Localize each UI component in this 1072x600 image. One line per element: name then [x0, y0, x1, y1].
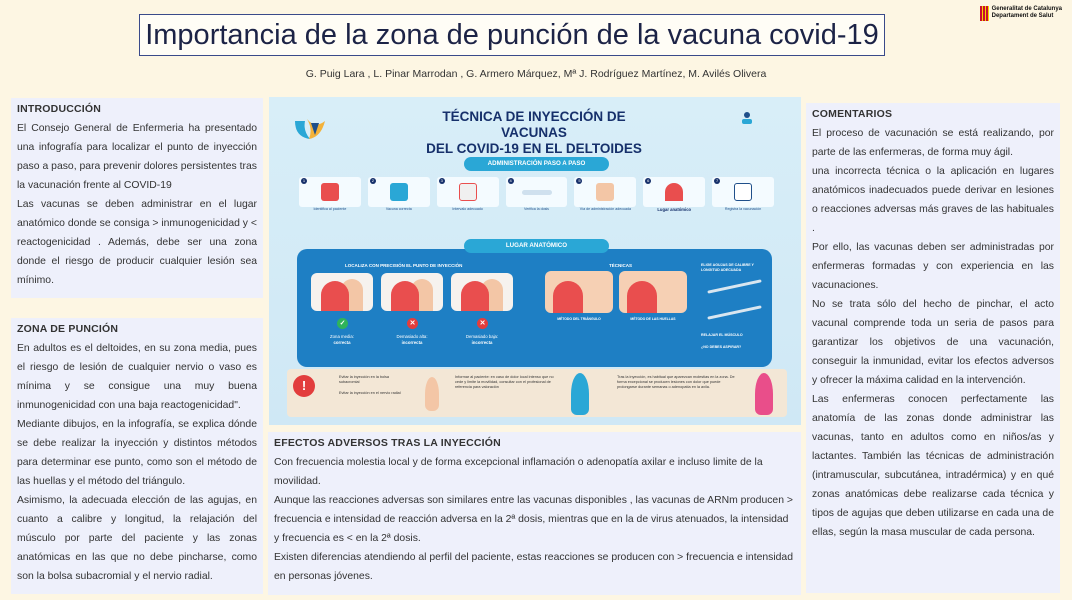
zone-label: Demasiado baja: incorrecta [465, 334, 499, 345]
evitar-bolsa: Evitar la inyección en la bolsa subacromial [339, 375, 390, 384]
syringe-icon [522, 190, 552, 195]
needle-icon [707, 279, 761, 293]
logo-line2: Departament de Salut [991, 13, 1054, 19]
needle-icon [707, 305, 761, 319]
senyera-icon [980, 6, 989, 21]
zona-paragraph: En adultos es el deltoides, en su zona media, pues el riesgo de lesión de cualquier nervio o vaso es mínima y se consigue una muy buena inmunogenicidad con una baja reactogenicidad". [17, 343, 257, 411]
patient-figure-icon [571, 373, 589, 415]
step-label: Identifica al paciente [313, 207, 347, 211]
triangle-method-illustration [545, 271, 613, 313]
step-card: 6 [643, 177, 705, 207]
infografia-title [409, 109, 659, 157]
aguja-title: ELIGE AGUJAS DE CALIBRE Y LONGITUD ADECUADA [701, 263, 754, 272]
fev-logo-icon [293, 117, 327, 141]
arms-icon [596, 183, 614, 201]
zona-puncion-panel [11, 318, 263, 594]
shoulder-anatomy-icon [425, 377, 439, 411]
no-aspirar: ¿NO DEBES ASPIRAR? [701, 345, 742, 349]
generalitat-logo [980, 6, 1062, 21]
step-card: 4 [506, 177, 568, 207]
infografia-title-line2: DEL COVID-19 EN EL DELTOIDES [426, 141, 642, 156]
introduccion-panel [11, 98, 263, 298]
lugar-anatomico-banner: LUGAR ANATÓMICO [464, 239, 609, 253]
zona-heading: ZONA DE PUNCIÓN [17, 323, 119, 335]
cross-icon: ✕ [477, 318, 488, 329]
warning-icon: ! [293, 375, 315, 397]
calendar-icon [459, 183, 477, 201]
comentarios-paragraph: Por ello, las vacunas deben ser administradas por enfermeras formadas y con experiencia en las vacunaciones. [812, 242, 1054, 291]
patient-icon [321, 183, 339, 201]
relajar-musculo: RELAJAR EL MÚSCULO [701, 333, 743, 337]
comentarios-paragraph: una incorrecta técnica o la aplicación en lugares anatómicos inadecuados puede derivar en lesiones o reacciones adversas más graves de las habituales . [812, 166, 1054, 234]
comentarios-paragraph: Las enfermeras conocen perfectamente las anatomía de las zonas donde administrar las vacunas, tanto en adultos como en niños/as y lactantes. También las técnicas de administración (intramuscular, subcutánea, intradérmica) y en qué zonas anatómicas debe realizarse cada técnica y tipos de agujas que deben utilizarse en cada una de ellas, según la masa muscular de cada persona. [812, 394, 1054, 538]
arm-illustration [311, 273, 373, 311]
introduccion-paragraph: El Consejo General de Enfermeria ha presentado una infografía para localizar el punto de inyección paso a paso, para prevenir dolores persistentes tras la vacunación frente al COVID-19 [17, 123, 257, 191]
zona-paragraph: Asimismo, la adecuada elección de las agujas, en cuanto a calibre y longitud, la relajación del músculo por parte del paciente y las zonas anatómicas en las que no debe pincharse, como son la bolsa subacromial y el nervio radial. [17, 495, 257, 582]
comentarios-paragraph: El proceso de vacunación se está realizando, por parte de las enfermeras, de forma muy ágil. [812, 128, 1054, 158]
efectos-heading: EFECTOS ADVERSOS TRAS LA INYECCIÓN [274, 437, 501, 449]
title-box [139, 14, 885, 56]
zone-label: Zona media: correcta [330, 334, 354, 345]
paso-a-paso-banner: ADMINISTRACIÓN PASO A PASO [464, 157, 609, 171]
localiza-heading: LOCALIZA CON PRECISIÓN EL PUNTO DE INYECCIÓN [345, 263, 463, 268]
comentarios-panel [806, 103, 1060, 593]
shoulder-icon [665, 183, 683, 201]
step-label: Verifica la dosis [524, 207, 549, 211]
authors: G. Puig Lara , L. Pinar Marrodan , G. Armero Márquez, Mª J. Rodríguez Martínez, M. Avilés Olivera [305, 68, 767, 80]
zone-label: Demasiado alta: incorrecta [396, 334, 428, 345]
comentarios-paragraph: No se trata sólo del hecho de pinchar, el acto vacunal comprende toda un seria de pasos para garantizar los objetivos de una vacunación, conseguir la inmunidad, evitar los efectos adversos y ofrecer la máxima calidad en la intervención. [812, 299, 1054, 386]
efectos-paragraph: Con frecuencia molestia local y de forma excepcional inflamación o adenopatía axilar e incluso limite de la movilidad. [274, 457, 763, 487]
arm-illustration [381, 273, 443, 311]
tras-inyeccion: Tras la inyección, es habitual que aparezcan molestias en la zona. De forma excepcional se producen lesiones con dolor que puede prolongarse durante semanas o adenopatía en la axila. [617, 375, 735, 389]
step-card: 1 [299, 177, 361, 207]
logo-line1: Generalitat de Catalunya [991, 6, 1062, 12]
woman-figure-icon [755, 373, 773, 415]
lugar-anatomico-panel [297, 249, 772, 367]
step-card: 5 [574, 177, 636, 207]
vial-icon [390, 183, 408, 201]
introduccion-heading: INTRODUCCIÓN [17, 103, 102, 115]
clipboard-icon [734, 183, 752, 201]
arm-illustration [451, 273, 513, 311]
page-title: Importancia de la zona de punción de la vacuna covid-19 [145, 18, 879, 51]
organizacion-colegial-logo [717, 111, 777, 130]
step-card: 7 [712, 177, 774, 207]
tecnica-huellas: MÉTODO DE LAS HUELLAS [630, 317, 676, 321]
organizacion-emblem-icon [739, 111, 755, 125]
informar-paciente: Informar al paciente: en caso de dolor local intenso que no cede y limite la movilidad, consultar con el profesional de referencia para valoración [455, 375, 554, 389]
efectos-paragraph: Existen diferencias atendiendo al perfil del paciente, estas reacciones se producen con > frecuencia e intensidad en personas jóvenes. [274, 552, 793, 582]
step-label: Vacuna correcta [385, 207, 412, 211]
tecnicas-heading: TÉCNICAS [609, 263, 633, 268]
tecnica-triangulo: MÉTODO DEL TRIÁNGULO [557, 317, 601, 321]
step-label: Registra la vacunación [724, 207, 762, 211]
step-label: Lugar anatómico [657, 207, 692, 212]
advertencias-strip [287, 369, 787, 417]
comentarios-heading: COMENTARIOS [812, 108, 893, 120]
efectos-paragraph: Aunque las reacciones adversas son similares entre las vacunas disponibles , las vacunas de ARNm producen > frecuencia e intensidad de reacción adversa en la 2ª dosis, mientras que en la de virus atenuados, la intensidad y frecuencia es < en la 2ª dosis. [274, 495, 793, 544]
check-icon: ✓ [337, 318, 348, 329]
step-card: 2 [368, 177, 430, 207]
step-label: Vía de administración adecuada [579, 207, 632, 211]
zona-paragraph: Mediante dibujos, en la infografía, se explica dónde se debe realizar la inyección y distintos métodos para determinar ese punto, como son el método de las huellas y el método del triángulo. [17, 419, 257, 487]
infografia-title-line1: TÉCNICA DE INYECCIÓN DE VACUNAS [442, 109, 626, 140]
infografia [269, 97, 801, 425]
evitar-nervio: Evitar la inyección en el nervio radial [339, 391, 401, 395]
introduccion-paragraph: Las vacunas se deben administrar en el lugar anatómico donde se consiga > inmunogenicidad y < reactogenicidad . Además, debe ser una zona donde el riesgo de producir cualquier lesión sea mínimo. [17, 199, 257, 286]
step-labels [299, 207, 774, 212]
footprint-method-illustration [619, 271, 687, 313]
efectos-adversos-panel [268, 432, 801, 595]
cross-icon: ✕ [407, 318, 418, 329]
step-label: Intervalo adecuado [452, 207, 483, 211]
step-card: 3 [437, 177, 499, 207]
